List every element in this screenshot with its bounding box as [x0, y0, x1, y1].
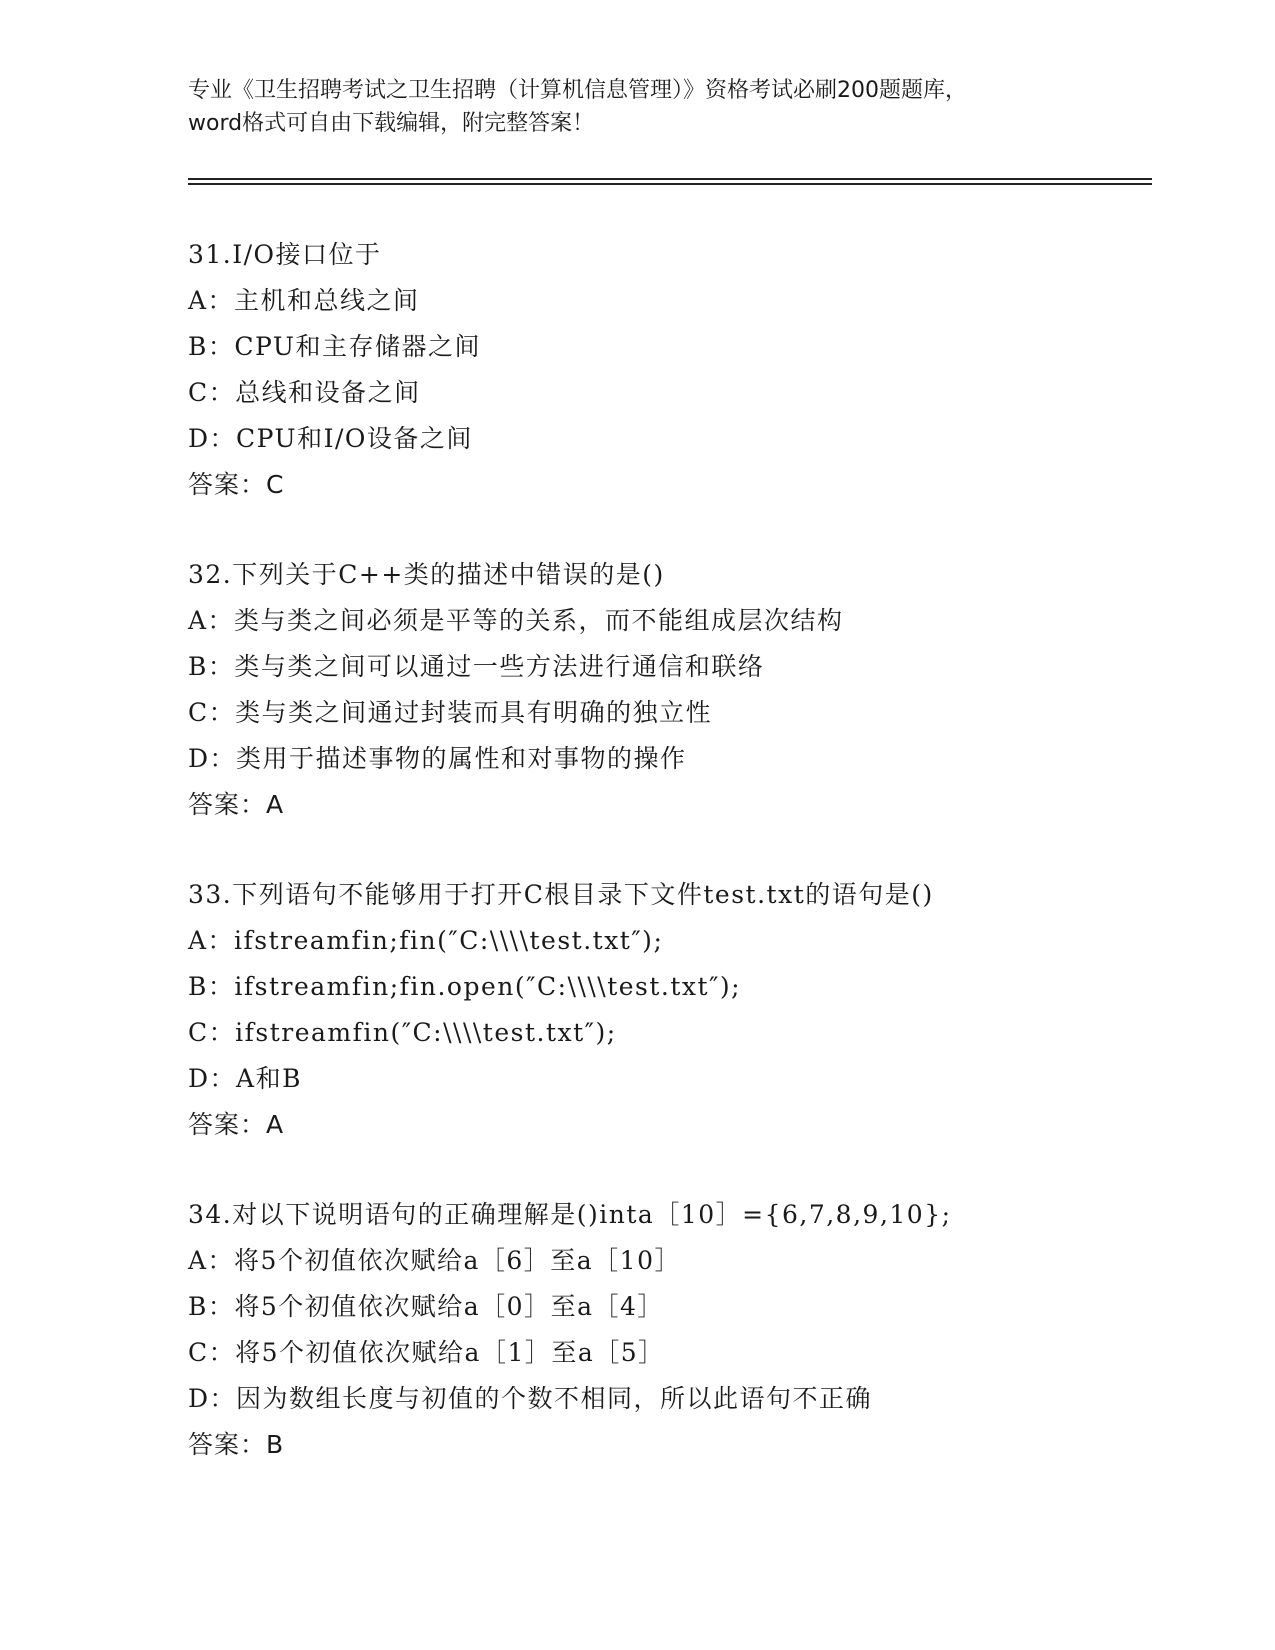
question-stem: 34.对以下说明语句的正确理解是()inta［10］={6,7,8,9,10}; — [188, 1200, 952, 1229]
question-32 — [188, 552, 1148, 872]
answer-line: 答案：A — [188, 790, 285, 819]
question-stem: 33.下列语句不能够用于打开C根目录下文件test.txt的语句是() — [188, 880, 934, 909]
question-stem: 32.下列关于C++类的描述中错误的是() — [188, 560, 665, 589]
option-b: B：类与类之间可以通过一些方法进行通信和联络 — [188, 652, 765, 681]
option-d: D：类用于描述事物的属性和对事物的操作 — [188, 744, 687, 773]
answer-line: 答案：A — [188, 1110, 285, 1139]
question-33 — [188, 872, 1148, 1192]
option-c: C：将5个初值依次赋给a［1］至a［5］ — [188, 1338, 665, 1367]
option-a: A：类与类之间必须是平等的关系，而不能组成层次结构 — [188, 606, 844, 635]
header-line-2: word格式可自由下载编辑，附完整答案！ — [188, 111, 595, 136]
option-c: C：总线和设备之间 — [188, 378, 421, 407]
question-31 — [188, 232, 1148, 552]
header-line-1: 专业《卫生招聘考试之卫生招聘（计算机信息管理）》资格考试必刷200题题库， — [188, 78, 967, 103]
question-list — [188, 232, 1148, 1512]
option-b: B：将5个初值依次赋给a［0］至a［4］ — [188, 1292, 664, 1321]
question-stem: 31.I/O接口位于 — [188, 240, 382, 269]
option-a: A：ifstreamfin;fin(″C:\\\\test.txt″); — [188, 926, 664, 955]
header-divider-top — [188, 178, 1152, 180]
document-header — [188, 74, 1128, 140]
option-d: D：因为数组长度与初值的个数不相同，所以此语句不正确 — [188, 1384, 873, 1413]
option-a: A：将5个初值依次赋给a［6］至a［10］ — [188, 1246, 681, 1275]
option-d: D：CPU和I/O设备之间 — [188, 424, 473, 453]
option-c: C：类与类之间通过封装而具有明确的独立性 — [188, 698, 713, 727]
answer-line: 答案：C — [188, 470, 285, 499]
option-b: B：CPU和主存储器之间 — [188, 332, 481, 361]
option-b: B：ifstreamfin;fin.open(″C:\\\\test.txt″); — [188, 972, 742, 1001]
option-d: D：A和B — [188, 1064, 302, 1093]
question-34 — [188, 1192, 1148, 1512]
answer-line: 答案：B — [188, 1430, 285, 1459]
option-a: A：主机和总线之间 — [188, 286, 420, 315]
header-divider-bottom — [188, 183, 1152, 185]
option-c: C：ifstreamfin(″C:\\\\test.txt″); — [188, 1018, 617, 1047]
